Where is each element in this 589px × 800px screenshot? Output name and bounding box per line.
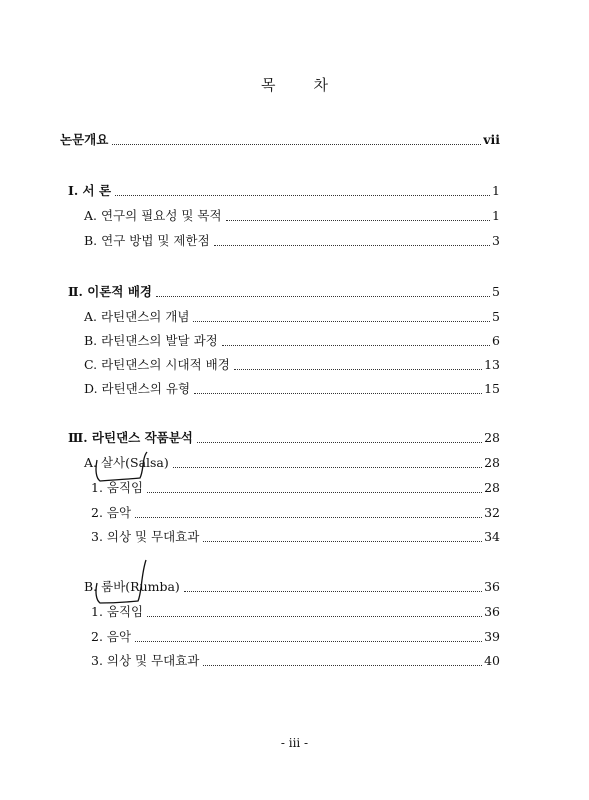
toc-label: A. 라틴댄스의 개념 [84, 309, 190, 324]
leader-dots [115, 195, 490, 196]
toc-entry-2a[interactable] [84, 309, 500, 325]
toc-page: 13 [484, 357, 500, 372]
toc-entry-3a1[interactable] [91, 480, 500, 496]
toc-page: 5 [492, 309, 500, 324]
toc-label: Ⅰ. 서 론 [68, 183, 112, 198]
leader-dots [112, 144, 481, 145]
toc-entry-1a[interactable] [84, 208, 500, 224]
leader-dots [147, 492, 482, 493]
leader-dots [193, 321, 490, 322]
toc-entry-2c[interactable] [84, 357, 500, 373]
toc-label: Ⅲ. 라틴댄스 작품분석 [68, 430, 193, 445]
leader-dots [135, 517, 482, 518]
toc-page: 32 [484, 505, 500, 520]
toc-page: 5 [492, 284, 500, 299]
toc-entry-3a2[interactable] [91, 505, 500, 521]
leader-dots [203, 665, 482, 666]
leader-dots [197, 442, 482, 443]
toc-label: B. 룸바(Rumba) [84, 579, 180, 594]
toc-page: 1 [492, 183, 500, 198]
toc-entry-3a[interactable] [84, 455, 500, 471]
title-left: 목 [261, 76, 276, 94]
toc-label: B. 연구 방법 및 제한점 [84, 233, 210, 248]
toc-label: D. 라틴댄스의 유형 [84, 381, 191, 396]
toc-page: 6 [492, 333, 500, 348]
toc-page: 28 [484, 430, 500, 445]
toc-label: 2. 음악 [91, 505, 132, 520]
toc-page: 36 [484, 604, 500, 619]
toc-label: 2. 음악 [91, 629, 132, 644]
toc-entry-1b[interactable] [84, 233, 500, 249]
toc-entry-2b[interactable] [84, 333, 500, 349]
toc-label: A. 연구의 필요성 및 목적 [84, 208, 222, 223]
leader-dots [214, 245, 490, 246]
toc-label: A. 살사(Salsa) [84, 455, 169, 470]
page-title [0, 74, 589, 95]
toc-entry-3b1[interactable] [91, 604, 500, 620]
toc-page: 15 [484, 381, 500, 396]
leader-dots [194, 393, 482, 394]
toc-page: 3 [492, 233, 500, 248]
toc-label: 3. 의상 및 무대효과 [91, 653, 200, 668]
leader-dots [203, 541, 482, 542]
toc-entry-3b2[interactable] [91, 629, 500, 645]
page-number: - iii - [280, 736, 309, 750]
toc-entry-3b3[interactable] [91, 653, 500, 669]
toc-label: 논문개요 [60, 132, 109, 147]
toc-page: 36 [484, 579, 500, 594]
toc-page: 40 [484, 653, 500, 668]
title-right: 차 [313, 76, 328, 94]
toc-label: 3. 의상 및 무대효과 [91, 529, 200, 544]
leader-dots [156, 296, 490, 297]
toc-entry-ch3[interactable] [68, 430, 500, 446]
toc-label: B. 라틴댄스의 발달 과정 [84, 333, 218, 348]
leader-dots [222, 345, 490, 346]
leader-dots [173, 467, 482, 468]
toc-entry-2d[interactable] [84, 381, 500, 397]
toc-page: vii [483, 132, 500, 147]
toc-entry-ch1[interactable] [68, 183, 500, 199]
toc-entry-abstract[interactable] [60, 132, 500, 148]
toc-entry-3b[interactable] [84, 579, 500, 595]
toc-page: 34 [484, 529, 500, 544]
leader-dots [147, 616, 482, 617]
toc-label: C. 라틴댄스의 시대적 배경 [84, 357, 230, 372]
toc-page: 28 [484, 455, 500, 470]
toc-entry-3a3[interactable] [91, 529, 500, 545]
toc-label: 1. 움직임 [91, 604, 144, 619]
leader-dots [234, 369, 482, 370]
toc-page: 28 [484, 480, 500, 495]
leader-dots [226, 220, 490, 221]
toc-label: 1. 움직임 [91, 480, 144, 495]
toc-label: Ⅱ. 이론적 배경 [68, 284, 152, 299]
toc-page: 39 [484, 629, 500, 644]
toc-page: 1 [492, 208, 500, 223]
toc-entry-ch2[interactable] [68, 284, 500, 300]
leader-dots [184, 591, 482, 592]
leader-dots [135, 641, 482, 642]
